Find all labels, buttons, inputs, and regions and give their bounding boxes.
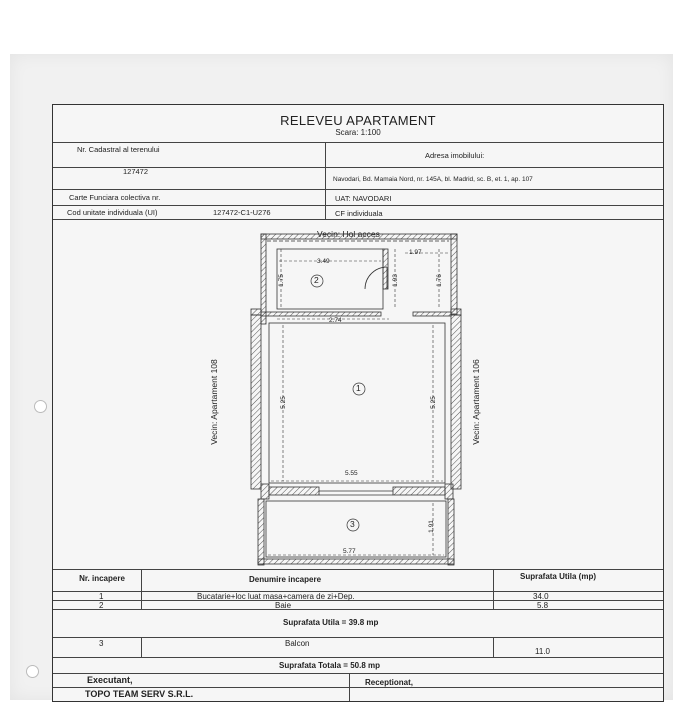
neighbor-left: Vecin: Apartament 108 (208, 359, 219, 445)
executant-name: TOPO TEAM SERV S.R.L. (85, 689, 194, 699)
neighbor-right: Vecin: Apartament 106 (470, 359, 481, 445)
useful-area-total: Suprafata Utila = 39.8 mp (283, 618, 379, 627)
document-sheet (52, 104, 664, 702)
table-row-3-name: Balcon (285, 639, 310, 648)
dim-label: 5.25 (279, 396, 287, 409)
table-row-2-nr: 2 (99, 601, 104, 610)
receptionat-label: Receptionat, (365, 678, 414, 687)
room-2-number: 2 (314, 275, 319, 285)
floor-plan (53, 219, 663, 569)
address-label: Adresa imobilului: (425, 151, 485, 160)
cod-ui-value: 127472-C1-U276 (213, 208, 271, 217)
room-3-number: 3 (350, 519, 355, 529)
col-header-area: Suprafata Utila (mp) (519, 572, 596, 581)
room-1-number: 1 (356, 383, 361, 393)
col-header-nr: Nr. incapere (79, 574, 125, 583)
table-row-3-area: 11.0 (535, 647, 550, 656)
table-row-1-nr: 1 (99, 592, 104, 601)
cf-label: CF individuala (335, 209, 383, 218)
cadastral-value: 127472 (123, 167, 149, 176)
document-title: RELEVEU APARTAMENT (280, 113, 436, 128)
dim-label: 1.91 (427, 520, 435, 533)
cod-ui-label: Cod unitate individuala (UI) (67, 208, 158, 217)
binder-hole (26, 665, 39, 678)
scale-label: Scara: 1:100 (335, 128, 381, 137)
dim-label: 5.77 (343, 548, 356, 555)
col-header-name: Denumire incapere (249, 575, 322, 584)
binder-hole (34, 400, 47, 413)
dim-label: 1.75 (277, 274, 285, 287)
table-row-3-nr: 3 (99, 639, 104, 648)
dim-label: 1.97 (409, 249, 422, 256)
grand-area-total: Suprafata Totala = 50.8 mp (279, 661, 380, 670)
address-value: Navodari, Bd. Mamaia Nord, nr. 145A, bl. Madrid, sc. B, et. 1, ap. 107 (333, 176, 533, 183)
dim-label: 1.76 (435, 274, 443, 287)
table-row-1-name: Bucatarie+loc luat masa+camera de zi+Dep. (197, 592, 355, 601)
table-row-2-area: 5.8 (537, 601, 549, 610)
cadastral-label: Nr. Cadastral al terenului (77, 145, 160, 154)
table-row-1-area: 34.0 (533, 592, 549, 601)
table-row-2-name: Baie (275, 601, 292, 610)
carte-funciara-label: Carte Funciara colectiva nr. (69, 193, 161, 202)
dim-label: 1.93 (391, 274, 399, 287)
executant-label: Executant, (87, 675, 133, 685)
uat-label: UAT: NAVODARI (335, 194, 392, 203)
dim-label: 2.74 (329, 317, 342, 324)
dim-label: 5.25 (429, 396, 437, 409)
dim-label: 5.55 (345, 470, 358, 477)
dim-label: 3.49 (317, 258, 330, 265)
